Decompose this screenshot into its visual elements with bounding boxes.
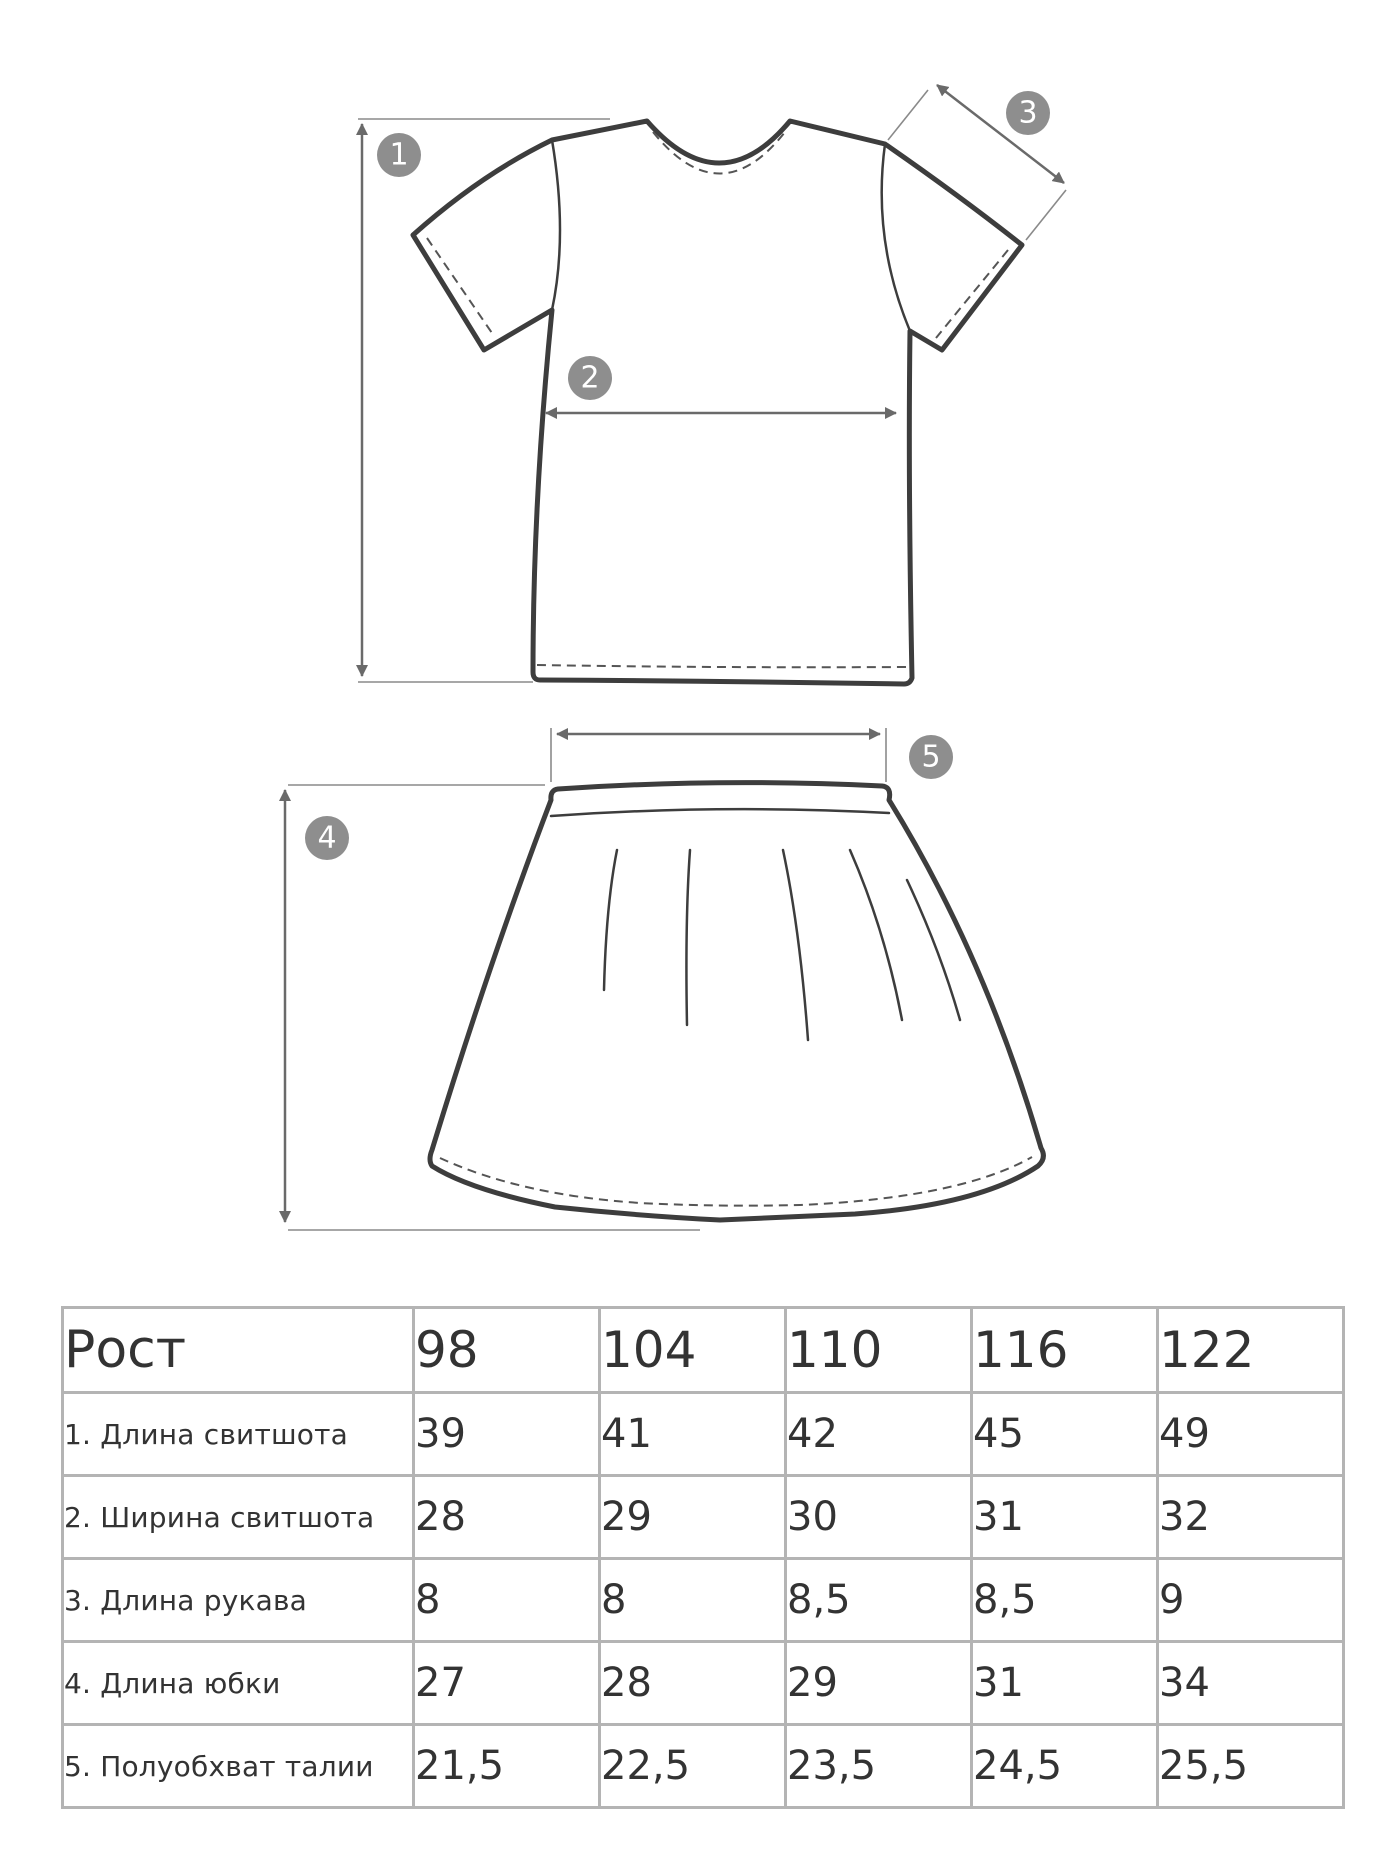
table-cell: 42 bbox=[786, 1393, 972, 1476]
header-size-cell: 110 bbox=[786, 1308, 972, 1393]
row-label: 4. Длина юбки bbox=[63, 1642, 414, 1725]
callout-badge-4 bbox=[305, 816, 349, 860]
table-cell: 8,5 bbox=[972, 1559, 1158, 1642]
table-cell: 8,5 bbox=[786, 1559, 972, 1642]
table-cell: 29 bbox=[600, 1476, 786, 1559]
table-row bbox=[63, 1476, 1344, 1559]
skirt-outline bbox=[430, 783, 1043, 1220]
table-row bbox=[63, 1559, 1344, 1642]
table-header-row bbox=[63, 1308, 1344, 1393]
callout-badge-5 bbox=[909, 735, 953, 779]
header-size-cell: 98 bbox=[414, 1308, 600, 1393]
callout-badge-2 bbox=[568, 356, 612, 400]
table-cell: 23,5 bbox=[786, 1725, 972, 1808]
table-row bbox=[63, 1393, 1344, 1476]
table-cell: 8 bbox=[600, 1559, 786, 1642]
table-cell: 30 bbox=[786, 1476, 972, 1559]
size-table bbox=[61, 1306, 1345, 1809]
table-cell: 9 bbox=[1158, 1559, 1344, 1642]
tshirt-drawing bbox=[413, 121, 1022, 684]
table-cell: 24,5 bbox=[972, 1725, 1158, 1808]
table-cell: 39 bbox=[414, 1393, 600, 1476]
table-cell: 32 bbox=[1158, 1476, 1344, 1559]
row-label: 5. Полуобхват талии bbox=[63, 1725, 414, 1808]
table-cell: 27 bbox=[414, 1642, 600, 1725]
table-cell: 28 bbox=[414, 1476, 600, 1559]
header-size-cell: 122 bbox=[1158, 1308, 1344, 1393]
row-label: 1. Длина свитшота bbox=[63, 1393, 414, 1476]
table-cell: 45 bbox=[972, 1393, 1158, 1476]
callout-number: 3 bbox=[1018, 95, 1038, 131]
table-cell: 31 bbox=[972, 1476, 1158, 1559]
table-cell: 49 bbox=[1158, 1393, 1344, 1476]
table-cell: 29 bbox=[786, 1642, 972, 1725]
table-cell: 41 bbox=[600, 1393, 786, 1476]
header-size-cell: 116 bbox=[972, 1308, 1158, 1393]
skirt-drawing bbox=[430, 783, 1043, 1220]
callout-badge-3 bbox=[1006, 91, 1050, 135]
callout-number: 1 bbox=[389, 137, 409, 173]
table-row bbox=[63, 1642, 1344, 1725]
table-cell: 34 bbox=[1158, 1642, 1344, 1725]
callout-number: 2 bbox=[580, 360, 600, 396]
table-cell: 22,5 bbox=[600, 1725, 786, 1808]
callout-number: 5 bbox=[921, 739, 941, 775]
table-cell: 31 bbox=[972, 1642, 1158, 1725]
tshirt-outline bbox=[413, 121, 1022, 684]
header-size-cell: 104 bbox=[600, 1308, 786, 1393]
callout-number: 4 bbox=[317, 820, 337, 856]
table-cell: 28 bbox=[600, 1642, 786, 1725]
header-height-label: Рост bbox=[63, 1308, 414, 1393]
table-row bbox=[63, 1725, 1344, 1808]
row-label: 3. Длина рукава bbox=[63, 1559, 414, 1642]
dimension-line-5 bbox=[551, 728, 886, 782]
table-cell: 21,5 bbox=[414, 1725, 600, 1808]
table-cell: 8 bbox=[414, 1559, 600, 1642]
row-label: 2. Ширина свитшота bbox=[63, 1476, 414, 1559]
callout-badge-1 bbox=[377, 133, 421, 177]
table-cell: 25,5 bbox=[1158, 1725, 1344, 1808]
